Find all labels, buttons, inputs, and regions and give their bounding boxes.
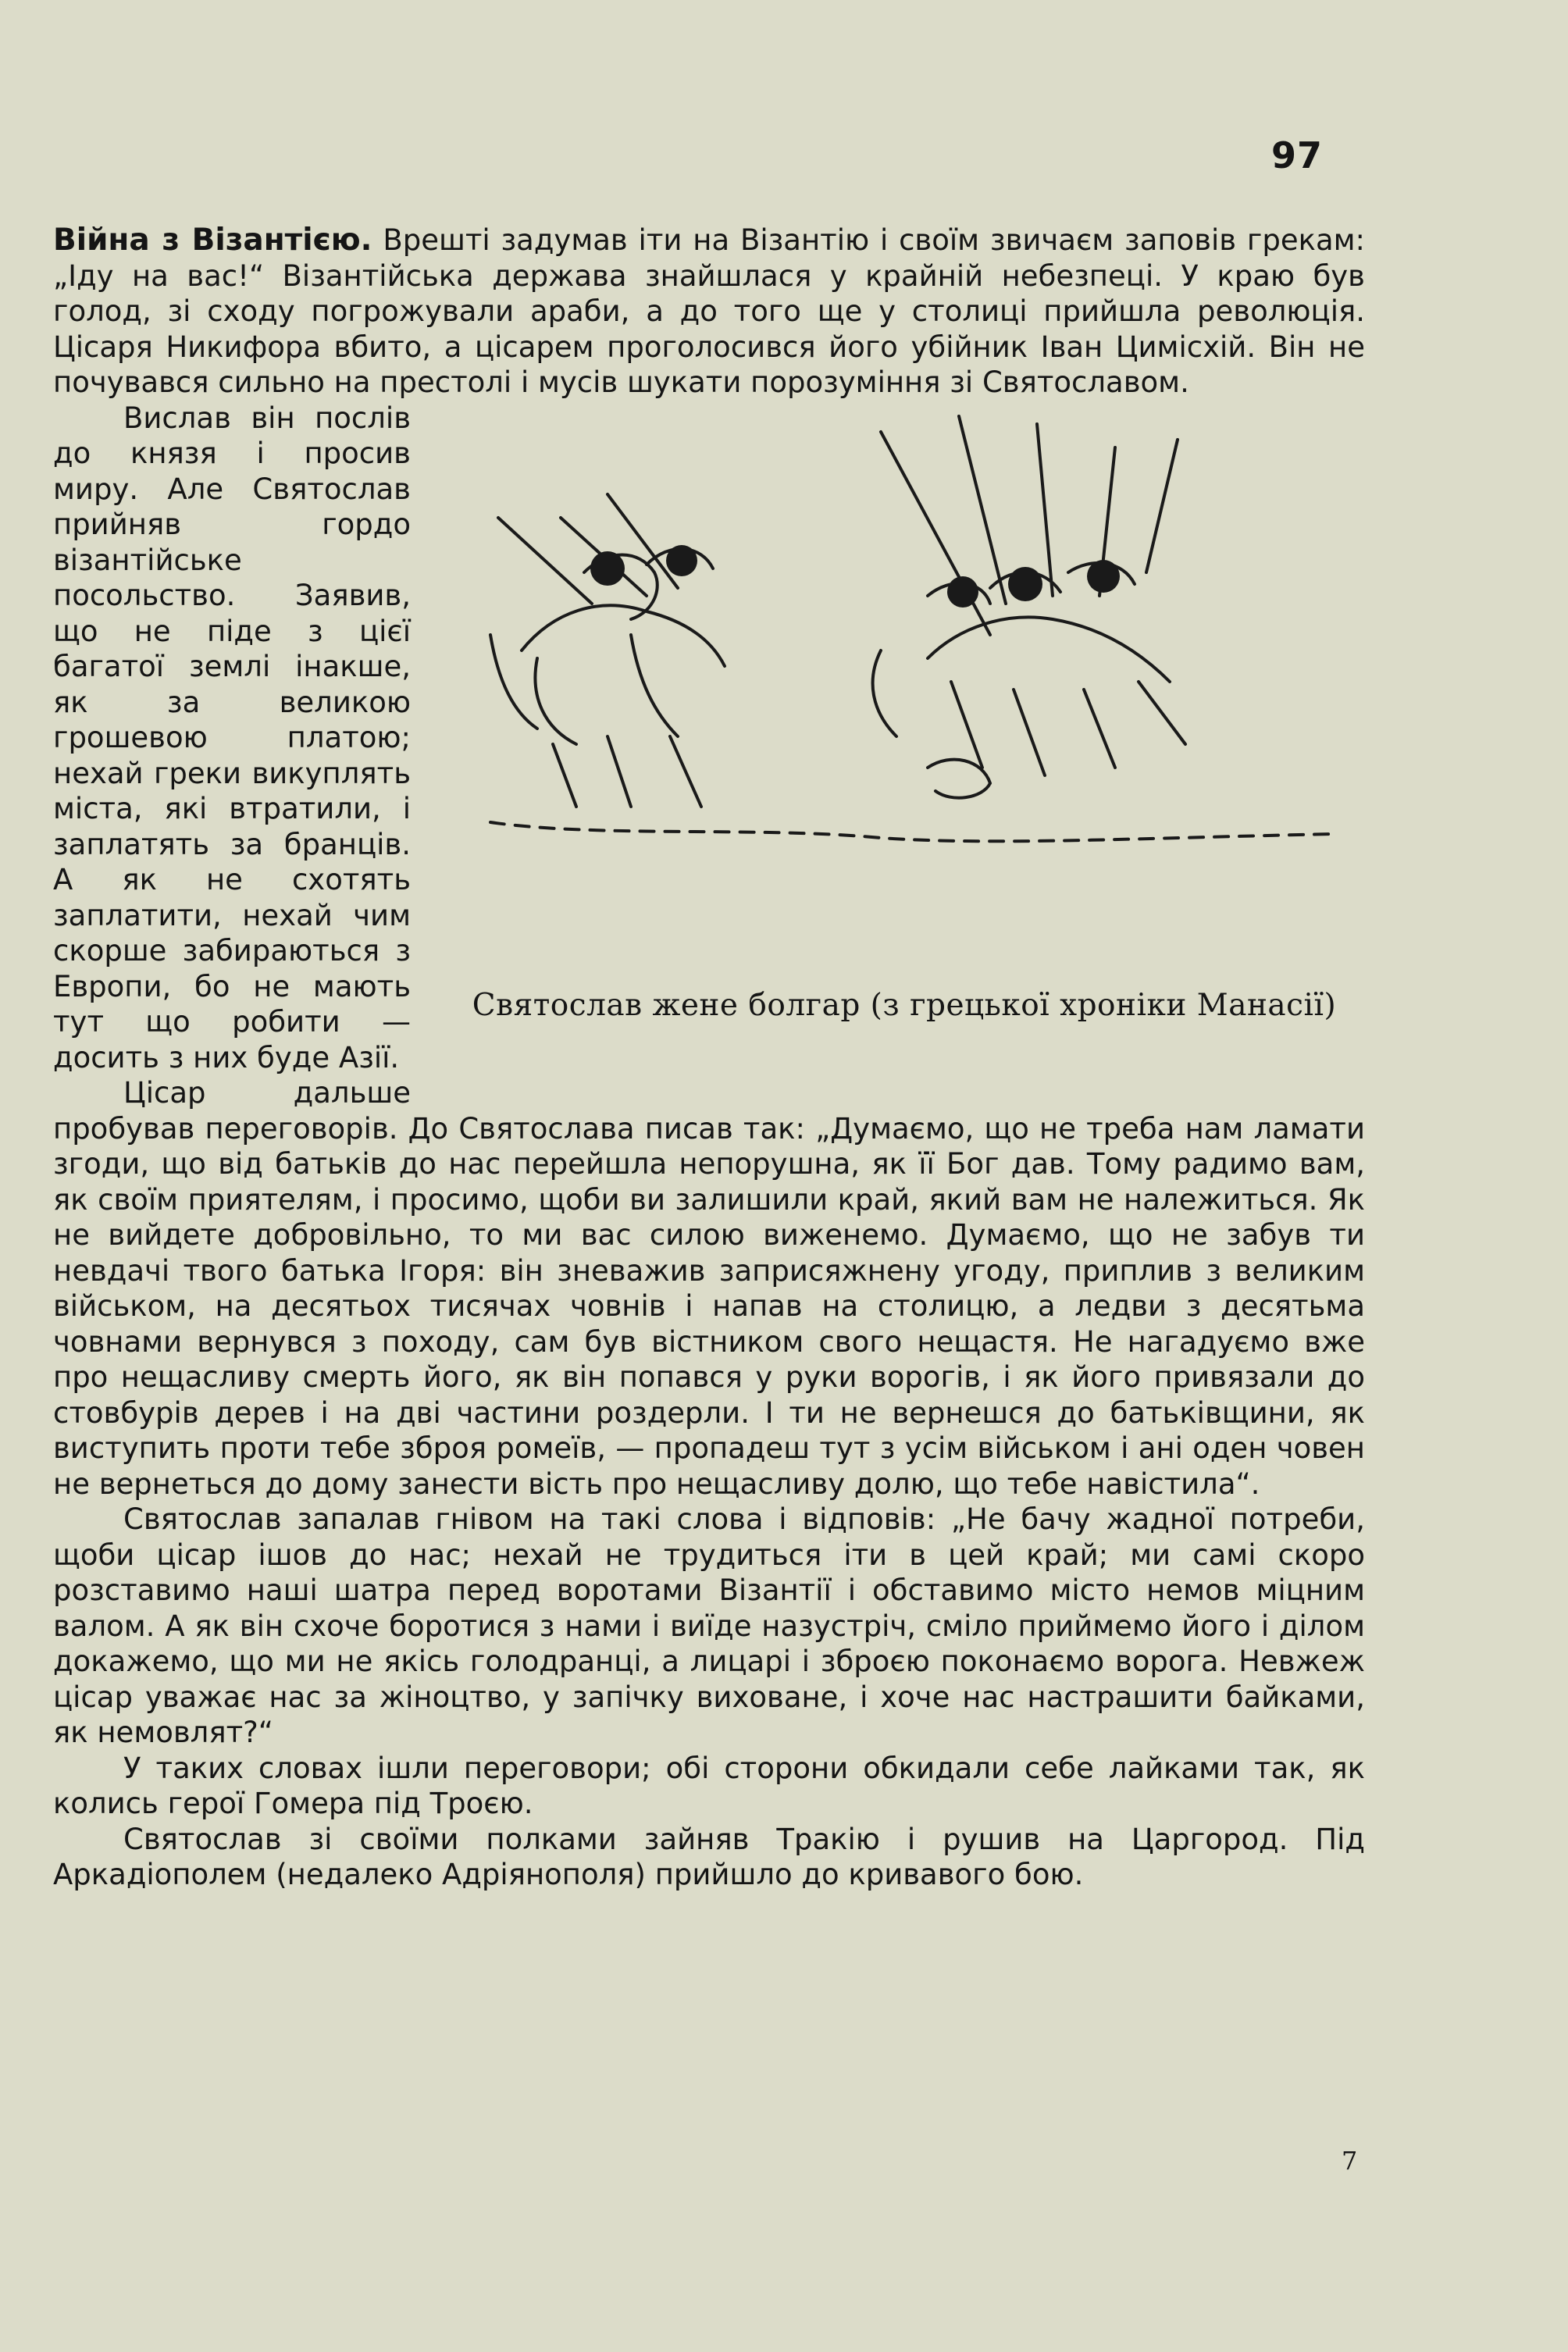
paragraph-4: У таких словах ішли переговори; обі сторони обкидали себе лайками так, як колись герої Гомера під Троєю. [53, 1751, 1365, 1820]
intro-text: Врешті задумав іти на Візантію і своїм звичаєм заповів грекам: „Іду на вас!“ Візантійська держава знайшлася у крайній небезпеці. У краю був голод, зі сходу погрожували араби, а до того ще у столиці прийшла революція. Цісаря Никифора вбито, а цісарем проголосився його убійник Іван Цимісхій. Він не почувався сильно на престолі і мусів шукати порозуміння зі Святославом. [53, 223, 1366, 399]
section-heading: Війна з Візантією. [53, 223, 372, 258]
battle-illustration-drawing [444, 401, 1365, 978]
paragraph-1: Вислав він послів до князя і просив миру. Але Святослав прийняв гордо візантійське посольство. Заявив, що не піде з цієї багатої землі інакше, як за великою грошевою платою; нехай греки викуплять міста, які втратили, і заплатять за бранців. А як не схотять заплатити, нехай чим скорше забираються з Европи, бо не мають тут що робити — досить з них буде Азії. [53, 401, 411, 1074]
illustration [444, 401, 1365, 1080]
paragraph-2: Цісар дальше пробував переговорів. До Святослава писав так: „Думаємо, що не треба нам ламати згоди, що від батьків до нас перейшла непорушна, як її Бог дав. Тому радимо вам, як своїм приятелям, і просимо, щоби ви залишили край, який вам не належиться. Як не вийдете добровільно, то ми вас силою виженемо. Думаємо, що не забув ти невдачі твого батька Ігоря: він зневажив заприсяжнену угоду, приплив з великим військом, на десятьох тисячах човнів і напав на столицю, а ледви з десятьма човнами вернувся з походу, сам був вістником свого нещастя. Не нагадуємо вже про нещасливу смерть його, як він попався у руки ворогів, і як його привязали до стовбурів дерев і на дві частини роздерли. І ти не вернешся до батьківщини, як виступить проти тебе зброя ромеїв, — пропадеш тут з усім військом і ані оден човен не вернеться до дому занести вість про нещасливу долю, що тебе навістила“. [53, 1076, 1365, 1501]
page-number: 97 [1271, 134, 1324, 176]
opening-paragraph [53, 223, 1365, 401]
illustration-caption: Святослав жене болгар (з грецької хроніки Манасії) [472, 987, 1337, 1023]
paragraph-5: Святослав зі своїми полками зайняв Тракію і рушив на Царгород. Під Аркадіополем (недалеко Адріянополя) прийшло до кривавого бою. [53, 1822, 1365, 1891]
paragraph-3: Святослав запалав гнівом на такі слова і відповів: „Не бачу жадної потреби, щоби цісар ішов до нас; нехай не трудиться іти в цей край; ми самі скоро розставимо наші шатра перед воротами Візантії і обставимо місто немов міцним валом. А як він схоче боротися з нами і виїде назустріч, сміло приймемо його і ділом докажемо, що ми не якісь голодранці, а лицарі і зброєю поконаємо ворога. Невжеж цісар уважає нас за жіноцтво, у запічку виховане, і хоче нас настрашити байками, як немовлят?“ [53, 1502, 1365, 1749]
article-body [53, 223, 1365, 1893]
printer-signature: 7 [1342, 2146, 1358, 2176]
